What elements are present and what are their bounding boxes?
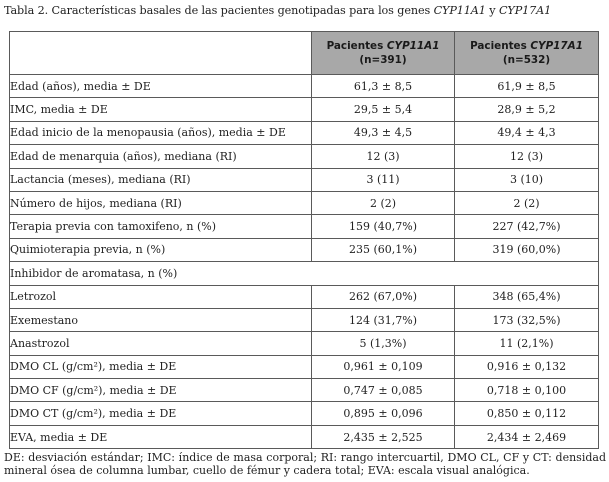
value-cyp17a1: 0,718 ± 0,100 [455,379,599,402]
ai-group-row [10,262,599,285]
header-col1-n: (n=391) [359,54,407,66]
caption-gene-1: CYP11A1 [433,4,486,17]
table-row [10,98,599,121]
header-col-cyp17a1 [455,32,599,75]
table-row [10,145,599,168]
table-row [10,332,599,355]
row-label: Número de hijos, mediana (RI) [10,191,312,214]
row-label: DMO CL (g/cm²), media ± DE [10,355,312,378]
caption-joiner: y [485,4,499,17]
table-row [10,75,599,98]
row-label: Exemestano [10,308,312,331]
value-cyp17a1: 2 (2) [455,191,599,214]
value-cyp17a1: 49,4 ± 4,3 [455,121,599,144]
value-cyp11a1: 2 (2) [312,191,455,214]
row-label: DMO CT (g/cm²), media ± DE [10,402,312,425]
row-label: IMC, media ± DE [10,98,312,121]
value-cyp11a1: 159 (40,7%) [312,215,455,238]
table-row [10,355,599,378]
value-cyp17a1: 348 (65,4%) [455,285,599,308]
value-cyp11a1: 235 (60,1%) [312,238,455,261]
row-label: Edad de menarquia (años), mediana (RI) [10,145,312,168]
table-caption [4,4,551,17]
value-cyp17a1: 227 (42,7%) [455,215,599,238]
value-cyp17a1: 3 (10) [455,168,599,191]
header-col2-prefix: Pacientes [470,40,531,52]
table-row [10,285,599,308]
table-row [10,402,599,425]
row-label: Edad (años), media ± DE [10,75,312,98]
header-col2-n: (n=532) [502,54,551,66]
value-cyp17a1: 28,9 ± 5,2 [455,98,599,121]
value-cyp17a1: 0,850 ± 0,112 [455,402,599,425]
value-cyp11a1: 49,3 ± 4,5 [312,121,455,144]
value-cyp11a1: 0,747 ± 0,085 [312,379,455,402]
table-row [10,121,599,144]
row-label: Edad inicio de la menopausia (años), media ± DE [10,121,312,144]
row-label: Quimioterapia previa, n (%) [10,238,312,261]
value-cyp17a1: 61,9 ± 8,5 [455,75,599,98]
value-cyp11a1: 29,5 ± 5,4 [312,98,455,121]
table-row [10,191,599,214]
table-row [10,215,599,238]
value-cyp17a1: 11 (2,1%) [455,332,599,355]
caption-prefix: Tabla 2. Características basales de las pacientes genotipadas para los genes [4,4,434,17]
table-footnote: DE: desviación estándar; IMC: índice de masa corporal; RI: rango intercuartil, DMO CL, CF y CT: densidad mineral ósea de columna lumbar, cuello de fémur y cadera total; EVA: escala visual analógica. [4,451,606,477]
value-cyp11a1: 2,435 ± 2,525 [312,425,455,448]
table-row [10,308,599,331]
value-cyp17a1: 12 (3) [455,145,599,168]
value-cyp11a1: 0,961 ± 0,109 [312,355,455,378]
value-cyp11a1: 12 (3) [312,145,455,168]
value-cyp17a1: 0,916 ± 0,132 [455,355,599,378]
ai-group-label: Inhibidor de aromatasa, n (%) [10,262,599,285]
row-label: Terapia previa con tamoxifeno, n (%) [10,215,312,238]
table-row [10,238,599,261]
value-cyp11a1: 61,3 ± 8,5 [312,75,455,98]
value-cyp11a1: 0,895 ± 0,096 [312,402,455,425]
header-blank-cell [10,32,312,75]
header-col1-prefix: Pacientes [326,40,387,52]
characteristics-table [9,31,599,449]
header-col1-gene: CYP11A1 [386,40,440,52]
row-label: EVA, media ± DE [10,425,312,448]
table-row [10,379,599,402]
value-cyp11a1: 124 (31,7%) [312,308,455,331]
value-cyp11a1: 5 (1,3%) [312,332,455,355]
row-label: Lactancia (meses), mediana (RI) [10,168,312,191]
row-label: Letrozol [10,285,312,308]
value-cyp17a1: 319 (60,0%) [455,238,599,261]
table-row [10,425,599,448]
row-label: Anastrozol [10,332,312,355]
caption-gene-2: CYP17A1 [498,4,552,17]
value-cyp11a1: 262 (67,0%) [312,285,455,308]
header-col-cyp11a1 [312,32,455,75]
row-label: DMO CF (g/cm²), media ± DE [10,379,312,402]
header-row [10,32,599,75]
header-col2-gene: CYP17A1 [530,40,583,52]
value-cyp17a1: 2,434 ± 2,469 [455,425,599,448]
value-cyp17a1: 173 (32,5%) [455,308,599,331]
value-cyp11a1: 3 (11) [312,168,455,191]
table-row [10,168,599,191]
